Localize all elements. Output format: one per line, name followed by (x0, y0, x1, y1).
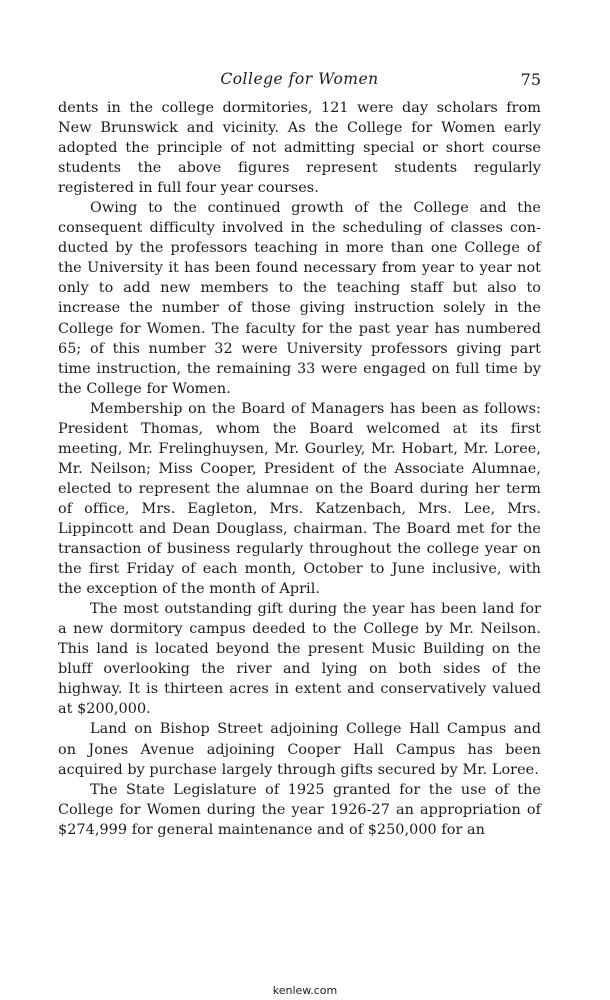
page-number: 75 (520, 70, 541, 89)
book-page (58, 70, 541, 840)
paragraph: Land on Bishop Street adjoining College Hall Campus and on Jones Avenue adjoining Cooper Hall Campus has been acquired by purchase largely through gifts secured by Mr. Loree. (58, 721, 541, 778)
paragraph: Owing to the continued growth of the College and the consequent difficulty involved in the scheduling of classes conducted by the professors teaching in more than one College of the University it has been found necessary from year to year not only to add new members to the teaching staff but also to increase the number of those giving instruction solely in the College for Women. The faculty for the past year has numbered 65; of this number 32 were University professors giving part time instruction, the remaining 33 were engaged on full time by the College for Women. (58, 200, 541, 397)
watermark-text: kenlew.com (272, 984, 338, 997)
paragraph: Membership on the Board of Managers has been as follows: President Thomas, whom the Board welcomed at its first meeting, Mr. Frelinghuysen, Mr. Gourley, Mr. Hobart, Mr. Loree, Mr. Neilson; Miss Cooper, President of the Associate Alumnae, elected to represent the alumnae on the Board during her term of office, Mrs. Eagleton, Mrs. Katzenbach, Mrs. Lee, Mrs. Lippincott and Dean Douglass, chairman. The Board met for the transaction of business regularly throughout the college year on the first Friday of each month, October to June inclusive, with the exception of the month of April. (58, 400, 541, 598)
paragraph: The State Legislature of 1925 granted for the use of the College for Women during the year 1926-27 an appropriation of $274,999 for general maintenance and of $250,000 for an (58, 781, 541, 838)
page-body (58, 98, 541, 840)
paragraph: The most outstanding gift during the year has been land for a new dormitory campus deeded to the College by Mr. Neilson. This land is located beyond the present Music Building on the bluff overlooking the river and lying on both sides of the highway. It is thirteen acres in extent and conservatively valued at $200,000. (58, 601, 541, 718)
paragraph: dents in the college dormitories, 121 were day scholars from New Brunswick and vicinity. As the College for Women early adopted the principle of not admitting special or short course students the above figures represent students regularly registered in full four year courses. (58, 100, 541, 197)
running-title: College for Women (220, 70, 379, 88)
running-header (58, 70, 541, 98)
